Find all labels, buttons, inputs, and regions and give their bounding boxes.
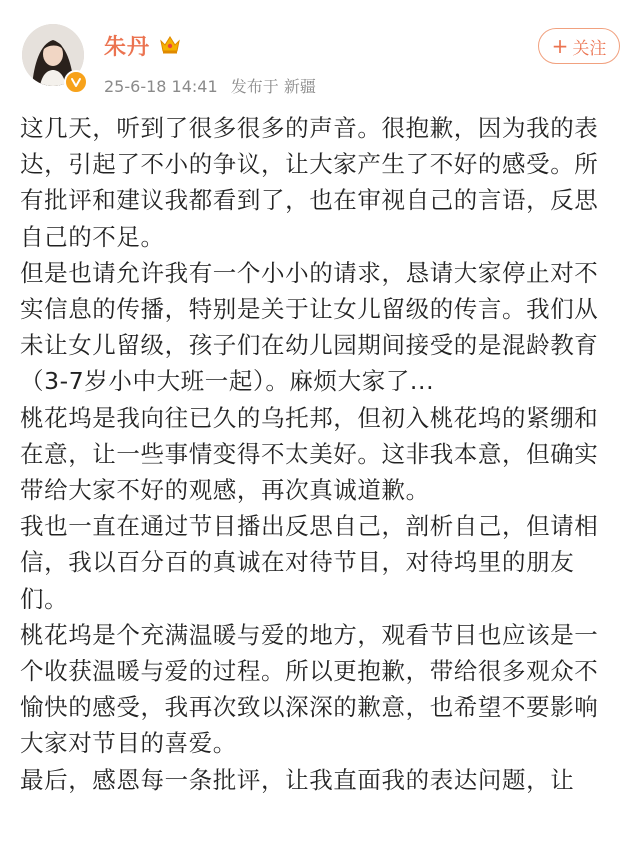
post-timestamp: 25-6-18 14:41: [104, 77, 218, 96]
author-row: [104, 30, 182, 61]
post-body: [0, 110, 640, 798]
author-name[interactable]: 朱丹: [104, 35, 151, 60]
post-paragraph: 最后，感恩每一条批评，让我直面我的表达问题，让: [20, 765, 575, 794]
post-paragraph: 我也一直在通过节目播出反思自己，剖析自己，但请相信，我以百分百的真诚在对待节目，对待坞里的朋友们。: [20, 512, 599, 613]
post-paragraph: 桃花坞是个充满温暖与爱的地方，观看节目也应该是一个收获温暖与爱的过程。所以更抱歉，带给很多观众不愉快的感受，我再次致以深深的歉意，也希望不要影响大家对节目的喜爱。: [20, 620, 599, 758]
post-paragraph: 但是也请允许我有一个小小的请求，恳请大家停止对不实信息的传播，特别是关于让女儿留级的传言。我们从未让女儿留级，孩子们在幼儿园期间接受的是混龄教育（3-7岁小中大班一起）。麻烦大家了...: [20, 258, 599, 396]
post-meta: [104, 74, 324, 97]
vip-badge-icon: [64, 70, 88, 94]
post-header: [0, 0, 640, 110]
crown-icon[interactable]: [158, 33, 182, 59]
post-paragraph: 桃花坞是我向往已久的乌托邦，但初入桃花坞的紧绷和在意，让一些事情变得不太美好。这非我本意，但确实带给大家不好的观感，再次真诚道歉。: [20, 403, 599, 505]
plus-icon: +: [551, 34, 569, 58]
follow-button[interactable]: [538, 28, 620, 64]
post-location: 发布于 新疆: [230, 77, 316, 96]
post-paragraph: 这几天，听到了很多很多的声音。很抱歉，因为我的表达，引起了不小的争议，让大家产生了不好的感受。所有批评和建议我都看到了，也在审视自己的言语，反思自己的不足。: [20, 114, 599, 251]
follow-label: 关注: [572, 38, 607, 59]
